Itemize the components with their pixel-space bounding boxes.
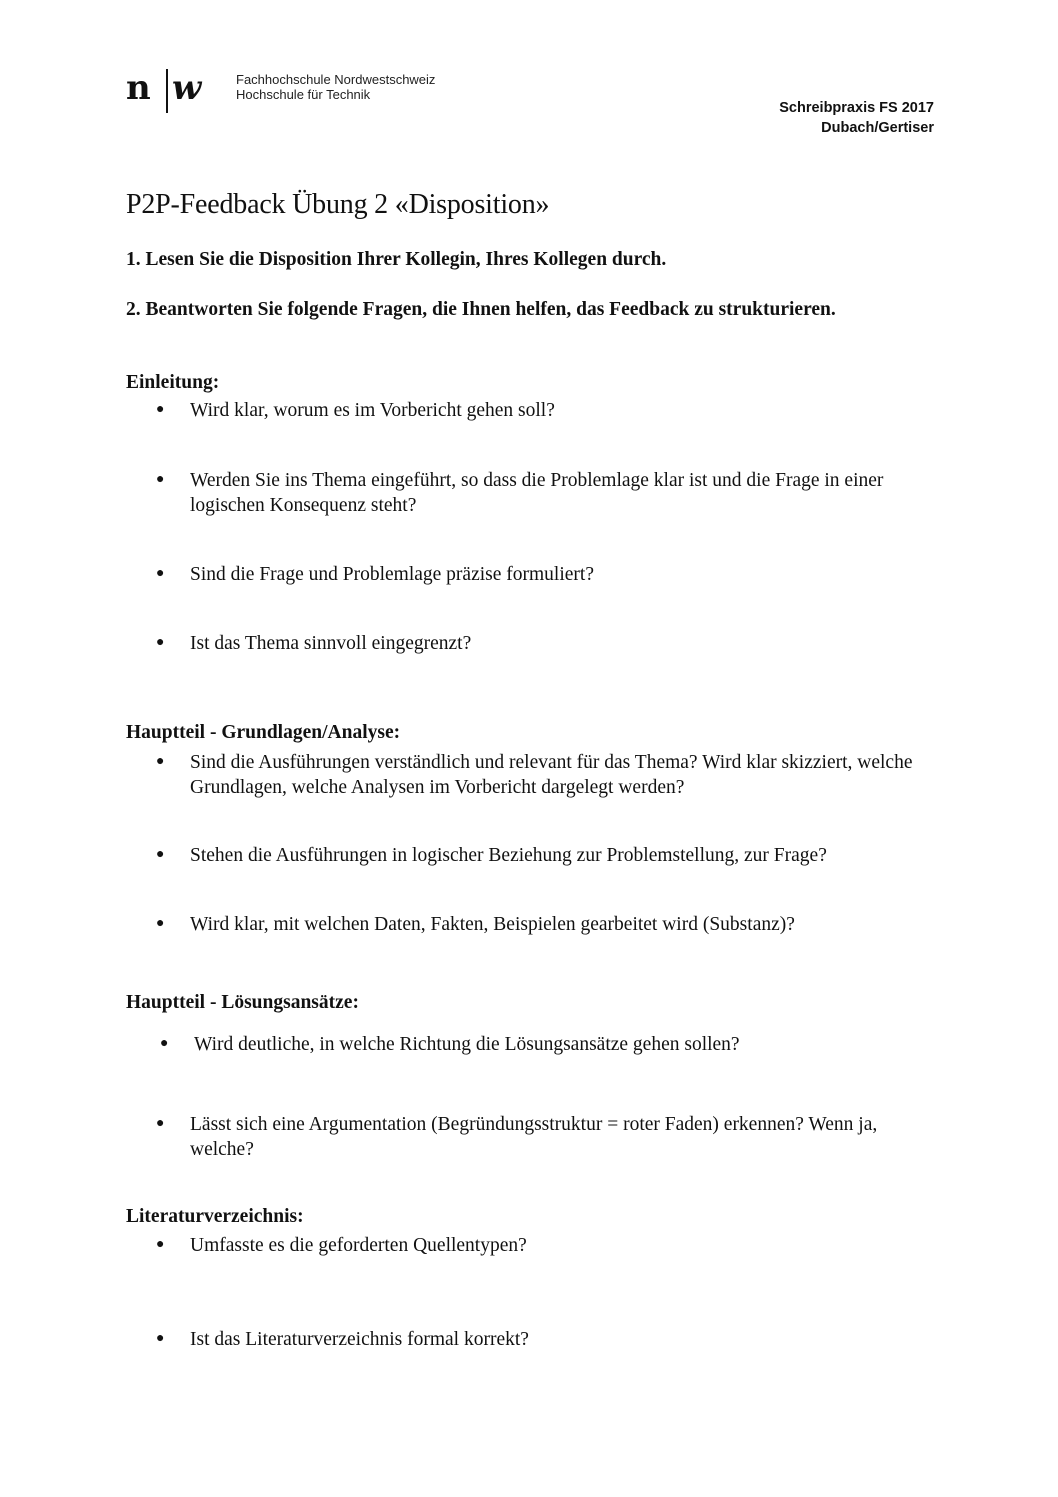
svg-text:n: n — [126, 68, 151, 108]
school-name-line1: Fachhochschule Nordwestschweiz — [236, 72, 436, 87]
fhnw-logo — [126, 66, 246, 116]
bullet-icon: ● — [160, 1036, 169, 1051]
question-text: Ist das Literaturverzeichnis formal korrekt? — [190, 1329, 529, 1350]
question-text: Ist das Thema sinnvoll eingegrenzt? — [190, 633, 472, 654]
section-heading-grundlagen: Hauptteil - Grundlagen/Analyse: — [126, 722, 401, 743]
question-text: Wird klar, mit welchen Daten, Fakten, Beispielen gearbeitet wird (Substanz)? — [190, 914, 795, 935]
bullet-icon: ● — [156, 1331, 165, 1346]
section-heading-einleitung: Einleitung: — [126, 372, 220, 393]
bullet-icon: ● — [156, 566, 165, 581]
school-name-line2: Hochschule für Technik — [236, 87, 371, 102]
section-heading-loesungsansaetze: Hauptteil - Lösungsansätze: — [126, 992, 359, 1013]
bullet-icon: ● — [156, 472, 165, 487]
bullet-icon: ● — [156, 847, 165, 862]
page-title: P2P-Feedback Übung 2 «Disposition» — [126, 189, 550, 220]
question-text: Lässt sich eine Argumentation (Begründungsstruktur = roter Faden) erkennen? Wenn ja, welche? — [190, 1114, 878, 1160]
instruction-1: 1. Lesen Sie die Disposition Ihrer Kollegin, Ihres Kollegen durch. — [126, 249, 667, 270]
question-text: Stehen die Ausführungen in logischer Beziehung zur Problemstellung, zur Frage? — [190, 845, 827, 866]
bullet-icon: ● — [156, 635, 165, 650]
section-heading-literaturverzeichnis: Literaturverzeichnis: — [126, 1206, 304, 1227]
course-authors: Dubach/Gertiser — [821, 120, 934, 136]
question-text: Wird klar, worum es im Vorbericht gehen soll? — [190, 400, 555, 421]
svg-text:w: w — [172, 68, 202, 108]
bullet-icon: ● — [156, 916, 165, 931]
question-text: Umfasste es die geforderten Quellentypen? — [190, 1235, 527, 1256]
bullet-icon: ● — [156, 402, 165, 417]
question-text: Sind die Frage und Problemlage präzise formuliert? — [190, 564, 594, 585]
bullet-icon: ● — [156, 1237, 165, 1252]
course-name: Schreibpraxis FS 2017 — [779, 100, 934, 116]
question-text: Wird deutliche, in welche Richtung die Lösungsansätze gehen sollen? — [194, 1034, 740, 1055]
course-header — [779, 98, 934, 138]
question-text: Sind die Ausführungen verständlich und relevant für das Thema? Wird klar skizziert, welche Grundlagen, welche Analysen im Vorbericht dargelegt werden? — [190, 752, 913, 798]
school-name — [236, 72, 435, 102]
bullet-icon: ● — [156, 1116, 165, 1131]
instruction-2: 2. Beantworten Sie folgende Fragen, die Ihnen helfen, das Feedback zu strukturieren. — [126, 299, 836, 320]
question-text: Werden Sie ins Thema eingeführt, so dass die Problemlage klar ist und die Frage in einer logischen Konsequenz steht? — [190, 470, 884, 516]
bullet-icon: ● — [156, 754, 165, 769]
